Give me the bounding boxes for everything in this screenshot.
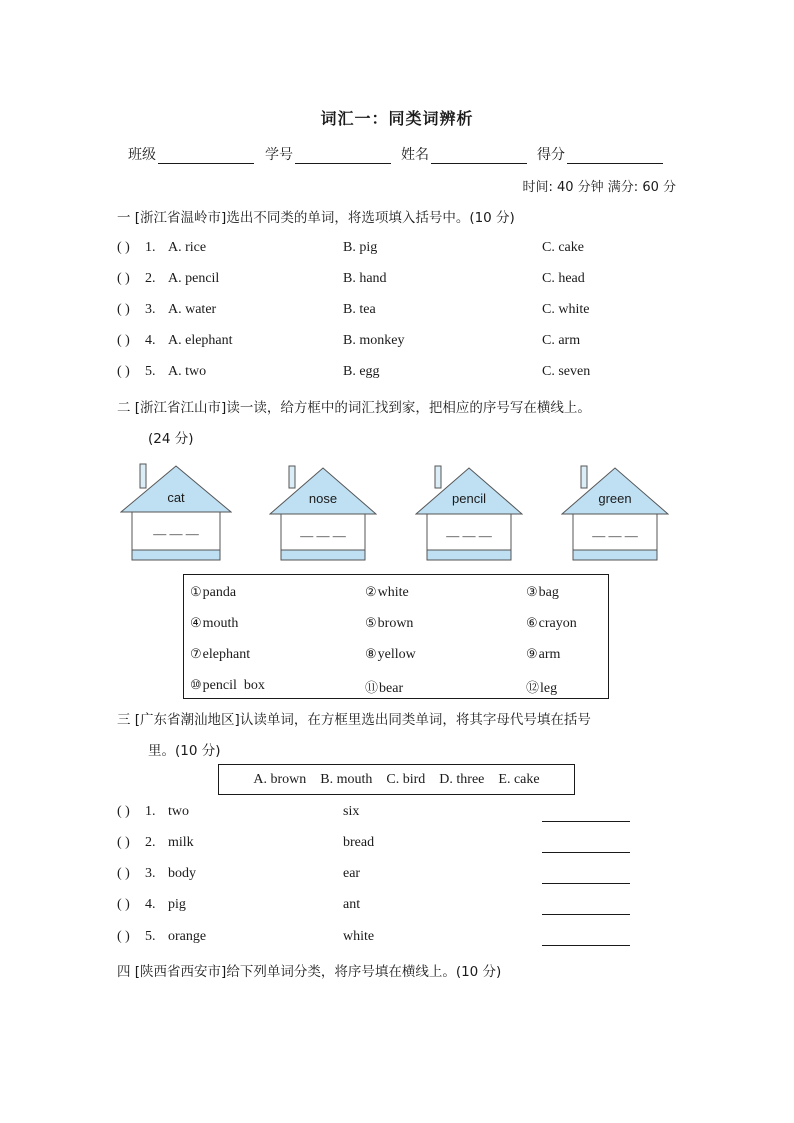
option-b: B. pig bbox=[343, 240, 378, 255]
option-a: A. rice bbox=[168, 240, 207, 255]
item-number: 3. bbox=[145, 302, 156, 317]
option-b: B. monkey bbox=[343, 333, 405, 348]
id-label: 学号 bbox=[265, 147, 293, 163]
house-label: green bbox=[598, 491, 632, 506]
option-c: C. arm bbox=[542, 333, 581, 348]
section4-heading: 四 [陕西省西安市]给下列单词分类，将序号填在横线上。(10 分) bbox=[117, 964, 502, 980]
option-a: A. two bbox=[168, 364, 207, 379]
word-a: milk bbox=[168, 835, 194, 850]
section3-heading: 三 [广东省潮汕地区]认读单词，在方框里选出同类单词，将其字母代号填在括号 bbox=[117, 712, 591, 728]
class-blank[interactable] bbox=[158, 149, 254, 164]
house-pencil bbox=[415, 460, 523, 569]
answer-line[interactable] bbox=[542, 913, 630, 915]
item-number: 2. bbox=[145, 835, 156, 850]
class-field[interactable] bbox=[128, 144, 254, 164]
word-b: bread bbox=[343, 835, 375, 850]
option-c: C. cake bbox=[542, 240, 584, 255]
word-item: ⑫leg bbox=[526, 680, 558, 696]
id-field[interactable] bbox=[265, 144, 391, 164]
option-b: B. egg bbox=[343, 364, 380, 379]
option-b: B. hand bbox=[343, 271, 387, 286]
answer-paren[interactable]: ( ) bbox=[117, 302, 130, 317]
answer-paren[interactable]: ( ) bbox=[117, 835, 130, 850]
house-label: cat bbox=[167, 490, 185, 505]
word-b: ear bbox=[343, 866, 361, 881]
section1-heading: 一 [浙江省温岭市]选出不同类的单词，将选项填入括号中。(10 分) bbox=[117, 210, 515, 226]
item-number: 4. bbox=[145, 333, 156, 348]
item-number: 1. bbox=[145, 804, 156, 819]
options-box: A. brown B. mouth C. bird D. three E. cake bbox=[218, 764, 575, 795]
house-nose bbox=[269, 460, 377, 569]
answer-paren[interactable]: ( ) bbox=[117, 897, 130, 912]
word-item: ⑦elephant bbox=[190, 646, 251, 662]
item-number: 4. bbox=[145, 897, 156, 912]
id-blank[interactable] bbox=[295, 149, 391, 164]
section3-heading-cont: 里。(10 分) bbox=[148, 743, 221, 759]
house-label: nose bbox=[308, 491, 338, 506]
house-answer-blank[interactable]: — — — bbox=[592, 528, 638, 543]
house-cat bbox=[120, 460, 232, 569]
class-label: 班级 bbox=[128, 147, 156, 163]
item-number: 3. bbox=[145, 866, 156, 881]
name-field[interactable] bbox=[401, 144, 527, 164]
word-a: orange bbox=[168, 929, 207, 944]
house-icon bbox=[561, 460, 669, 564]
item-number: 5. bbox=[145, 364, 156, 379]
word-b: ant bbox=[343, 897, 361, 912]
house-icon bbox=[120, 460, 232, 564]
section2-points: (24 分) bbox=[148, 431, 194, 447]
score-field[interactable] bbox=[537, 144, 663, 164]
option-a: A. elephant bbox=[168, 333, 233, 348]
score-blank[interactable] bbox=[567, 149, 663, 164]
word-a: two bbox=[168, 804, 189, 819]
answer-paren[interactable]: ( ) bbox=[117, 364, 130, 379]
house-green bbox=[561, 460, 669, 569]
word-box bbox=[183, 574, 609, 699]
house-answer-blank[interactable]: — — — bbox=[153, 526, 199, 541]
option-a: A. pencil bbox=[168, 271, 220, 286]
page-title: 词汇一：同类词辨析 bbox=[320, 109, 474, 128]
house-icon bbox=[269, 460, 377, 564]
word-item: ⑧yellow bbox=[365, 646, 416, 662]
name-label: 姓名 bbox=[401, 147, 429, 163]
time-info: 时间: 40 分钟 满分: 60 分 bbox=[522, 180, 676, 195]
option-c: C. seven bbox=[542, 364, 591, 379]
option-b: B. tea bbox=[343, 302, 376, 317]
option-a: A. water bbox=[168, 302, 217, 317]
word-b: white bbox=[343, 929, 375, 944]
house-answer-blank[interactable]: — — — bbox=[300, 528, 346, 543]
house-label: pencil bbox=[452, 491, 486, 506]
answer-paren[interactable]: ( ) bbox=[117, 866, 130, 881]
word-item: ⑤brown bbox=[365, 615, 414, 631]
word-item: ⑨arm bbox=[526, 646, 561, 662]
word-item: ④mouth bbox=[190, 615, 239, 631]
section2-heading: 二 [浙江省江山市]读一读，给方框中的词汇找到家，把相应的序号写在横线上。 bbox=[117, 400, 591, 416]
word-a: body bbox=[168, 866, 196, 881]
option-c: C. head bbox=[542, 271, 585, 286]
item-number: 5. bbox=[145, 929, 156, 944]
word-item: ①panda bbox=[190, 584, 237, 600]
word-item: ⑩pencil box bbox=[190, 677, 265, 693]
answer-line[interactable] bbox=[542, 820, 630, 822]
word-a: pig bbox=[168, 897, 186, 912]
answer-paren[interactable]: ( ) bbox=[117, 804, 130, 819]
name-blank[interactable] bbox=[431, 149, 527, 164]
answer-paren[interactable]: ( ) bbox=[117, 240, 130, 255]
answer-line[interactable] bbox=[542, 882, 630, 884]
answer-paren[interactable]: ( ) bbox=[117, 333, 130, 348]
word-b: six bbox=[343, 804, 360, 819]
answer-paren[interactable]: ( ) bbox=[117, 929, 130, 944]
house-answer-blank[interactable]: — — — bbox=[446, 528, 492, 543]
word-item: ⑥crayon bbox=[526, 615, 577, 631]
answer-line[interactable] bbox=[542, 851, 630, 853]
house-icon bbox=[415, 460, 523, 564]
answer-paren[interactable]: ( ) bbox=[117, 271, 130, 286]
word-item: ⑪bear bbox=[365, 680, 404, 696]
option-c: C. white bbox=[542, 302, 590, 317]
item-number: 2. bbox=[145, 271, 156, 286]
word-item: ③bag bbox=[526, 584, 559, 600]
score-label: 得分 bbox=[537, 147, 565, 163]
word-item: ②white bbox=[365, 584, 409, 600]
answer-line[interactable] bbox=[542, 944, 630, 946]
item-number: 1. bbox=[145, 240, 156, 255]
